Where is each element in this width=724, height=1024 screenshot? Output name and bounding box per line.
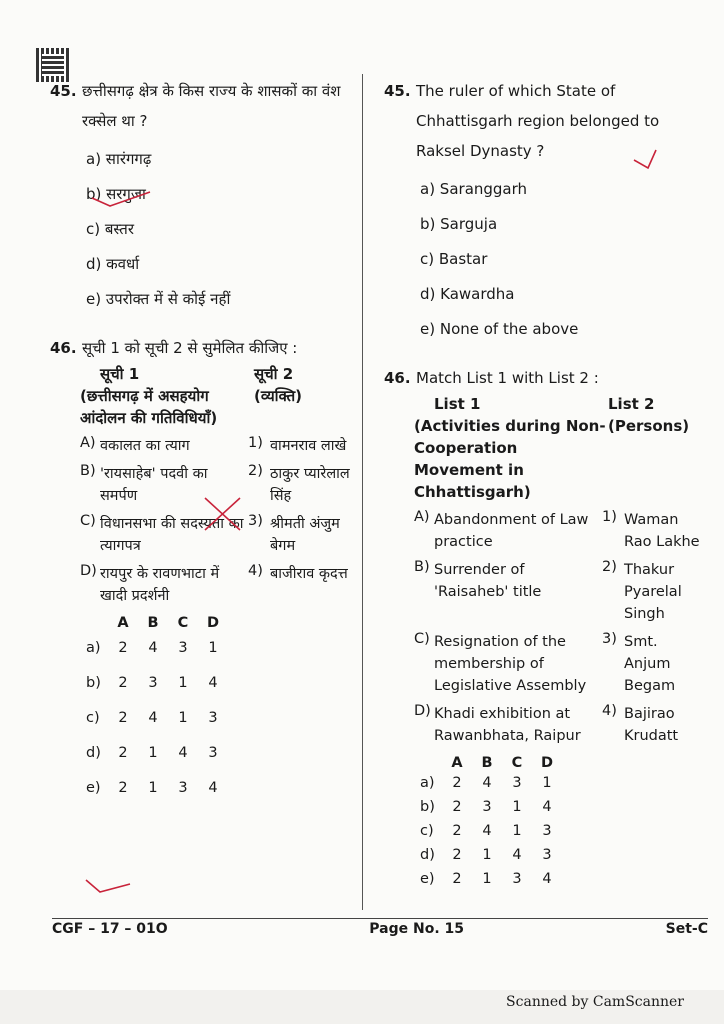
answer-header: D <box>540 755 554 771</box>
option-e: e) None of the above <box>420 320 579 338</box>
answer-option <box>86 701 350 736</box>
match-cell-d: Waman Rao Lakhe <box>624 512 700 550</box>
answer-value: 3 <box>208 745 218 761</box>
answer-label: d) <box>86 745 101 761</box>
answer-value: 1 <box>542 775 552 791</box>
question-text: The ruler of which State of Chhattisgarh region belonged to Raksel Dynasty ? <box>416 82 660 160</box>
match-cell-b: Khadi exhibition at Rawanbhata, Raipur <box>434 706 581 744</box>
answer-option <box>86 631 350 666</box>
answer-value: 1 <box>512 823 522 839</box>
question-number: 45. <box>50 82 77 100</box>
answer-value: 3 <box>482 799 492 815</box>
answer-value: 3 <box>178 640 188 656</box>
answer-value: 3 <box>178 780 188 796</box>
answer-value: 3 <box>512 775 522 791</box>
match-cell-d: Thakur Pyarelal Singh <box>624 562 682 622</box>
match-cell-d: ठाकुर प्यारेलाल सिंह <box>270 466 350 504</box>
match-cell-a: B) <box>80 463 96 479</box>
pen-tick-mark <box>86 880 130 892</box>
option-b: b) सरगुजा <box>86 185 146 203</box>
question-46-english <box>384 363 704 393</box>
match-cell-a: C) <box>414 631 430 647</box>
answer-value: 2 <box>118 780 128 796</box>
match-cell-b: विधानसभा की सदस्यता का त्यागपत्र <box>100 516 244 554</box>
answer-value: 1 <box>178 675 188 691</box>
question-number: 45. <box>384 82 411 100</box>
answer-value: 1 <box>208 640 218 656</box>
match-cell-b: रायपुर के रावणभाटा में खादी प्रदर्शनी <box>100 566 220 604</box>
answer-value: 2 <box>118 710 128 726</box>
answer-value: 2 <box>452 847 462 863</box>
match-cell-d: Smt. Anjum Begam <box>624 634 676 694</box>
option-d: d) कवर्धा <box>86 255 140 273</box>
match-cell-c: 2) <box>248 463 263 479</box>
match-cell-d: वामनराव लाखे <box>270 438 347 454</box>
paper-code: CGF – 17 – 01O <box>52 921 168 937</box>
match-row <box>80 435 350 457</box>
answer-value: 3 <box>542 823 552 839</box>
match-cell-a: A) <box>414 509 430 525</box>
answer-value: 1 <box>148 745 158 761</box>
question-45-hindi <box>50 76 350 136</box>
match-cell-a: D) <box>414 703 431 719</box>
hindi-column <box>50 76 350 806</box>
answer-header: A <box>451 755 463 771</box>
match-cell-b: 'रायसाहेब' पदवी का समर्पण <box>100 466 208 504</box>
answer-value: 4 <box>208 675 218 691</box>
answer-value: 4 <box>482 775 492 791</box>
match-row <box>414 703 704 747</box>
match-cell-c: 1) <box>248 435 263 451</box>
answer-value: 3 <box>208 710 218 726</box>
list2-title: सूची 2 <box>254 365 294 383</box>
option-a: a) Saranggarh <box>420 180 528 198</box>
answer-option <box>420 867 704 891</box>
answer-header: C <box>177 615 189 631</box>
list2-subtitle: (Persons) <box>608 417 690 435</box>
answer-label: e) <box>86 780 101 796</box>
match-cell-c: 3) <box>602 631 617 647</box>
match-cell-c: 4) <box>248 563 263 579</box>
answer-value: 4 <box>148 640 158 656</box>
answer-value: 1 <box>178 710 188 726</box>
match-cell-d: बाजीराव कृदत्त <box>270 566 348 582</box>
column-divider <box>362 74 363 910</box>
answer-value: 2 <box>118 640 128 656</box>
question-number: 46. <box>50 339 77 357</box>
question-text: छत्तीसगढ़ क्षेत्र के किस राज्य के शासकों का वंश रक्सेल था ? <box>82 82 341 130</box>
match-cell-c: 3) <box>248 513 263 529</box>
match-cell-b: Abandonment of Law practice <box>434 512 589 550</box>
match-cell-d: Bajirao Krudatt <box>624 706 679 744</box>
page-number: Page No. 15 <box>369 921 465 937</box>
answer-value: 3 <box>512 871 522 887</box>
list1-title: सूची 1 <box>100 365 140 383</box>
answer-header: D <box>206 615 220 631</box>
answer-header: B <box>147 615 159 631</box>
question-46-hindi <box>50 333 350 363</box>
answer-label: e) <box>420 871 435 887</box>
answer-value: 1 <box>148 780 158 796</box>
answer-value: 3 <box>542 847 552 863</box>
answer-value: 3 <box>148 675 158 691</box>
list1-subtitle: (छत्तीसगढ़ में असहयोग आंदोलन की गतिविधियाँ) <box>80 387 218 427</box>
answer-label: b) <box>420 799 435 815</box>
question-text: Match List 1 with List 2 : <box>416 369 599 387</box>
match-cell-a: B) <box>414 559 430 575</box>
match-row <box>80 563 350 607</box>
match-cell-b: Resignation of the membership of Legislative Assembly <box>434 634 587 694</box>
match-row <box>414 509 704 553</box>
answer-label: a) <box>86 640 101 656</box>
match-cell-c: 1) <box>602 509 617 525</box>
list2-title: List 2 <box>608 395 655 413</box>
answer-value: 4 <box>542 799 552 815</box>
list-header <box>414 393 704 503</box>
option-c: c) बस्तर <box>86 220 134 238</box>
list2-subtitle: (व्यक्ति) <box>254 387 303 405</box>
answer-value: 2 <box>452 775 462 791</box>
match-cell-b: Surrender of 'Raisaheb' title <box>434 562 542 600</box>
answer-header: C <box>511 755 523 771</box>
answer-label: d) <box>420 847 435 863</box>
answer-value: 2 <box>452 871 462 887</box>
answer-value: 4 <box>482 823 492 839</box>
set-label: Set-C <box>665 921 708 937</box>
answer-header: A <box>117 615 129 631</box>
question-text: सूची 1 को सूची 2 से सुमेलित कीजिए : <box>82 339 298 357</box>
option-d: d) Kawardha <box>420 285 515 303</box>
match-row <box>80 513 350 557</box>
option-c: c) Bastar <box>420 250 488 268</box>
answer-label: b) <box>86 675 101 691</box>
answer-value: 1 <box>482 871 492 887</box>
answer-option <box>420 819 704 843</box>
answer-label: c) <box>86 710 100 726</box>
option-b: b) Sarguja <box>420 215 498 233</box>
option-e: e) उपरोक्त में से कोई नहीं <box>86 290 231 308</box>
list-header <box>80 363 350 429</box>
answer-label: c) <box>420 823 434 839</box>
match-cell-b: वकालत का त्याग <box>100 438 190 454</box>
answer-value: 4 <box>148 710 158 726</box>
answer-value: 2 <box>118 675 128 691</box>
answer-value: 2 <box>452 823 462 839</box>
answer-option <box>86 771 350 806</box>
match-cell-a: C) <box>80 513 96 529</box>
match-row <box>414 631 704 697</box>
answer-option <box>86 736 350 771</box>
answer-value: 4 <box>512 847 522 863</box>
match-row <box>414 559 704 625</box>
scanner-watermark: Scanned by CamScanner <box>506 994 684 1010</box>
answer-option <box>420 843 704 867</box>
english-column <box>384 76 704 891</box>
answer-value: 4 <box>208 780 218 796</box>
match-row <box>80 463 350 507</box>
match-cell-d: श्रीमती अंजुम बेगम <box>270 516 340 554</box>
list1-title: List 1 <box>434 395 481 413</box>
answer-value: 1 <box>482 847 492 863</box>
answer-header: B <box>481 755 493 771</box>
question-45-english <box>384 76 704 166</box>
answer-value: 2 <box>118 745 128 761</box>
match-cell-a: D) <box>80 563 97 579</box>
answer-option <box>420 795 704 819</box>
match-cell-c: 4) <box>602 703 617 719</box>
question-number: 46. <box>384 369 411 387</box>
match-cell-a: A) <box>80 435 96 451</box>
answer-value: 2 <box>452 799 462 815</box>
option-a: a) सारंगगढ़ <box>86 150 152 168</box>
answer-option <box>86 666 350 701</box>
answer-option <box>420 771 704 795</box>
match-cell-c: 2) <box>602 559 617 575</box>
answer-value: 4 <box>178 745 188 761</box>
answer-label: a) <box>420 775 435 791</box>
answer-value: 4 <box>542 871 552 887</box>
page-footer <box>52 918 708 937</box>
answer-value: 1 <box>512 799 522 815</box>
list1-subtitle: (Activities during Non-Cooperation Movement in Chhattisgarh) <box>414 417 606 501</box>
